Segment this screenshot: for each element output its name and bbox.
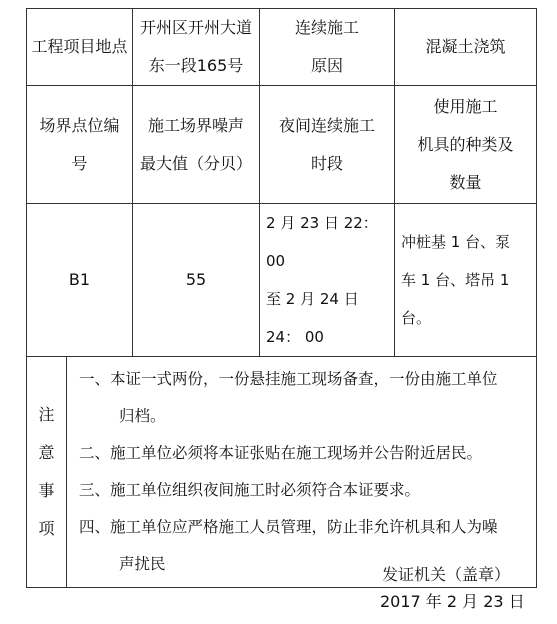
table-row <box>27 9 537 86</box>
permit-table <box>26 8 537 588</box>
noise-label-line: 施工场界噪声 <box>148 115 245 135</box>
period-value-line: 24： 00 <box>266 328 324 346</box>
period-value-line: 至 2 月 24 日 <box>266 290 359 308</box>
note-item: 一、本证一式两份，一份悬挂施工现场备查，一份由施工单位 <box>79 370 498 388</box>
note-item: 二、施工单位必须将本证张贴在施工现场并公告附近居民。 <box>79 444 483 462</box>
equipment-label-line: 数量 <box>449 172 482 192</box>
notes-label-char: 项 <box>38 519 55 538</box>
issuing-authority: 发证机关（盖章） <box>382 565 511 584</box>
notes-label-char: 事 <box>38 481 55 500</box>
noise-label-cell <box>133 86 260 204</box>
notes-label-cell <box>27 357 67 588</box>
equipment-label-line: 使用施工 <box>433 96 498 116</box>
period-value-line: 2 月 23 日 22：00 <box>266 214 378 270</box>
location-value-line: 开州区开州大道 <box>140 18 253 37</box>
noise-label-line: 最大值（分贝） <box>140 153 253 173</box>
notes-row <box>27 357 537 588</box>
equipment-value-line: 台。 <box>401 309 432 327</box>
notes-label-char: 注 <box>38 405 55 424</box>
notes-label-char: 意 <box>38 443 55 462</box>
location-label-cell <box>27 9 133 86</box>
location-value-line: 东一段165号 <box>148 56 244 75</box>
night-period-label-line: 夜间连续施工 <box>279 115 376 135</box>
location-value-cell <box>133 9 260 86</box>
table-row <box>27 86 537 204</box>
reason-label-line: 连续施工 <box>295 18 360 37</box>
site-point-value-cell <box>27 204 133 357</box>
noise-value-cell <box>133 204 260 357</box>
noise-value: 55 <box>185 270 207 289</box>
notes-content-cell <box>67 357 537 588</box>
reason-value-cell <box>395 9 537 86</box>
reason-label-cell <box>260 9 395 86</box>
period-value-cell <box>260 204 395 357</box>
night-period-label-cell <box>260 86 395 204</box>
location-label: 工程项目地点 <box>31 37 128 56</box>
site-point-label-cell <box>27 86 133 204</box>
site-point-label-line: 场界点位编 <box>39 115 120 135</box>
reason-value: 混凝土浇筑 <box>425 37 506 56</box>
reason-label-line: 原因 <box>311 56 344 75</box>
equipment-value-line: 车 1 台、塔吊 1 <box>401 271 510 289</box>
site-point-label-line: 号 <box>71 153 88 173</box>
equipment-value-cell <box>395 204 537 357</box>
note-item-continuation: 归档。 <box>119 407 166 425</box>
note-item: 三、施工单位组织夜间施工时必须符合本证要求。 <box>79 481 421 499</box>
night-period-label-line: 时段 <box>311 153 344 173</box>
site-point-value: B1 <box>68 270 91 289</box>
equipment-value-line: 冲桩基 1 台、泵 <box>401 233 511 251</box>
equipment-label-cell <box>395 86 537 204</box>
issue-date: 2017 年 2 月 23 日 <box>380 592 525 611</box>
equipment-label-line: 机具的种类及 <box>417 134 514 154</box>
note-item: 四、施工单位应严格施工人员管理，防止非允许机具和人为噪 <box>79 518 498 536</box>
table-row <box>27 204 537 357</box>
note-item-continuation: 声扰民 <box>119 555 166 573</box>
